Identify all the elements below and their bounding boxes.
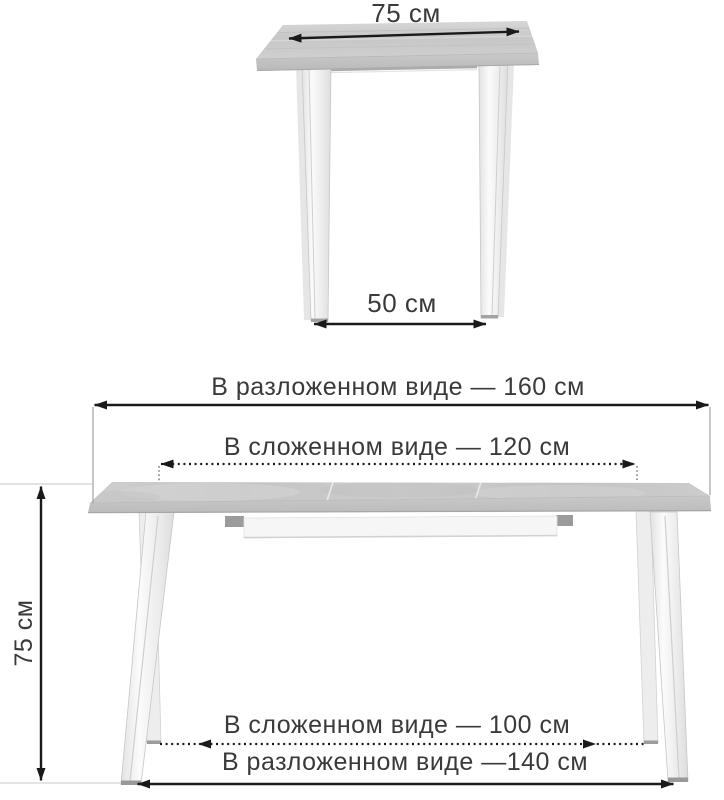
front-view-front-right-foot-cap: [668, 778, 688, 783]
front-view-folded-feet-arrowhead-left: [198, 740, 211, 749]
front-view-extended-width-label: В разложенном виде — 160 см: [211, 373, 585, 401]
front-view: [0, 373, 711, 785]
front-view-folded-feet-label: В сложенном виде — 100 см: [223, 711, 571, 739]
side-view-right-foot-cap: [481, 315, 498, 319]
front-view-folded-width-label: В сложенном виде — 120 см: [223, 433, 571, 461]
front-view-back-right-foot-cap: [644, 741, 658, 745]
side-view-left-foot-cap: [311, 319, 328, 323]
front-view-tabletop: [80, 482, 711, 513]
front-view-apron: [244, 516, 557, 538]
front-view-left-bracket: [225, 516, 244, 527]
side-view: [256, 0, 539, 324]
side-view-width-label: 75 см: [371, 0, 441, 28]
side-view-feet-span-label: 50 см: [367, 288, 437, 318]
side-view-tabletop: [256, 21, 539, 71]
front-view-height-label: 75 см: [10, 599, 38, 667]
front-view-right-bracket: [556, 515, 573, 526]
front-view-extended-feet-label: В разложенном виде —140 см: [221, 748, 589, 776]
front-view-back-left-foot-cap: [147, 741, 161, 745]
